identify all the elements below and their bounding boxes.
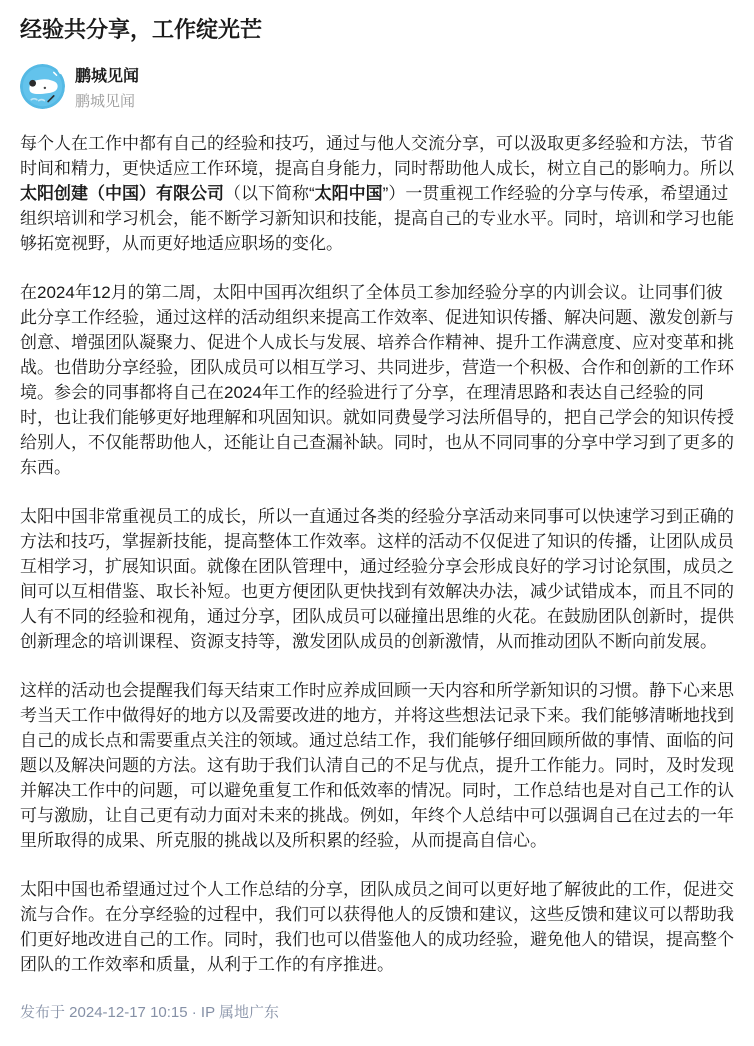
article-paragraph: 在2024年12月的第二周，太阳中国再次组织了全体员工参加经验分享的内训会议。让同事们彼此分享工作经验，通过这样的活动组织来提高工作效率、促进知识传播、解决问题、激发创新与创意、增强团队凝聚力、促进个人成长与发展、培养合作精神、提升工作满意度、应对变革和挑战。也借助分享经验，团队成员可以相互学习、共同进步，营造一个积极、合作和创新的工作环境。参会的同事都将自己在2024年工作的经验进行了分享，在理清思路和表达自己经验的同时，也让我们能够更好地理解和巩固知识。就如同费曼学习法所倡导的，把自己学会的知识传授给别人，不仅能帮助他人，还能让自己查漏补缺。同时，也从不同同事的分享中学习到了更多的东西。 <box>20 282 734 477</box>
article-paragraph: 每个人在工作中都有自己的经验和技巧，通过与他人交流分享，可以汲取更多经验和方法，节省时间和精力，更快适应工作环境，提高自身能力，同时帮助他人成长，树立自己的影响力。所以太阳创建（中国）有限公司（以下简称“太阳中国”）一贯重视工作经验的分享与传承，希望通过组织培训和学习机会，能不断学习新知识和技能，提高自己的专业水平。同时，培训和学习也能够拓宽视野，从而更好地适应职场的变化。 <box>20 133 734 253</box>
article-paragraph: 太阳中国也希望通过过个人工作总结的分享，团队成员之间可以更好地了解彼此的工作，促进交流与合作。在分享经验的过程中，我们可以获得他人的反馈和建议，这些反馈和建议可以帮助我们更好地改进自己的工作。同时，我们也可以借鉴他人的成功经验，避免他人的错误，提高整个团队的工作效率和质量，从利于工作的有序推进。 <box>20 879 734 974</box>
article-body <box>20 131 734 977</box>
author-headline: 鹏城见闻 <box>75 92 136 110</box>
author-block <box>20 63 734 111</box>
avatar-mascot-icon <box>20 64 65 109</box>
article-paragraph: 这样的活动也会提醒我们每天结束工作时应养成回顾一天内容和所学新知识的习惯。静下心来思考当天工作中做得好的地方以及需要改进的地方，并将这些想法记录下来。我们能够清晰地找到自己的成长点和需要重点关注的领域。通过总结工作，我们能够仔细回顾所做的事情、面临的问题以及解决问题的方法。这有助于我们认清自己的不足与优点，提升工作能力。同时，及时发现并解决工作中的问题，可以避免重复工作和低效率的情况。同时，工作总结也是对自己工作的认可与激励，让自己更有动力面对未来的挑战。例如，年终个人总结中可以强调自己在过去的一年里所取得的成果、所克服的挑战以及所积累的经验，从而提高自信心。 <box>20 680 734 850</box>
page-title: 经验共分享，工作绽光芒 <box>20 17 263 42</box>
author-info <box>75 63 139 111</box>
author-avatar[interactable] <box>20 64 65 109</box>
post-meta: 发布于 2024-12-17 10:15 · IP 属地广东 <box>20 1003 279 1021</box>
author-name[interactable]: 鹏城见闻 <box>75 67 140 85</box>
article-paragraph: 太阳中国非常重视员工的成长，所以一直通过各类的经验分享活动来同事可以快速学习到正确的方法和技巧，掌握新技能，提高整体工作效率。这样的活动不仅促进了知识的传播，让团队成员互相学习，扩展知识面。就像在团队管理中，通过经验分享会形成良好的学习讨论氛围，成员之间可以互相借鉴、取长补短。也更方便团队更快找到有效解决办法，减少试错成本，而且不同的人有不同的经验和视角，通过分享，团队成员可以碰撞出思维的火花。在鼓励团队创新时，提供创新理念的培训课程、资源支持等，激发团队成员的创新激情，从而推动团队不断向前发展。 <box>20 506 734 651</box>
